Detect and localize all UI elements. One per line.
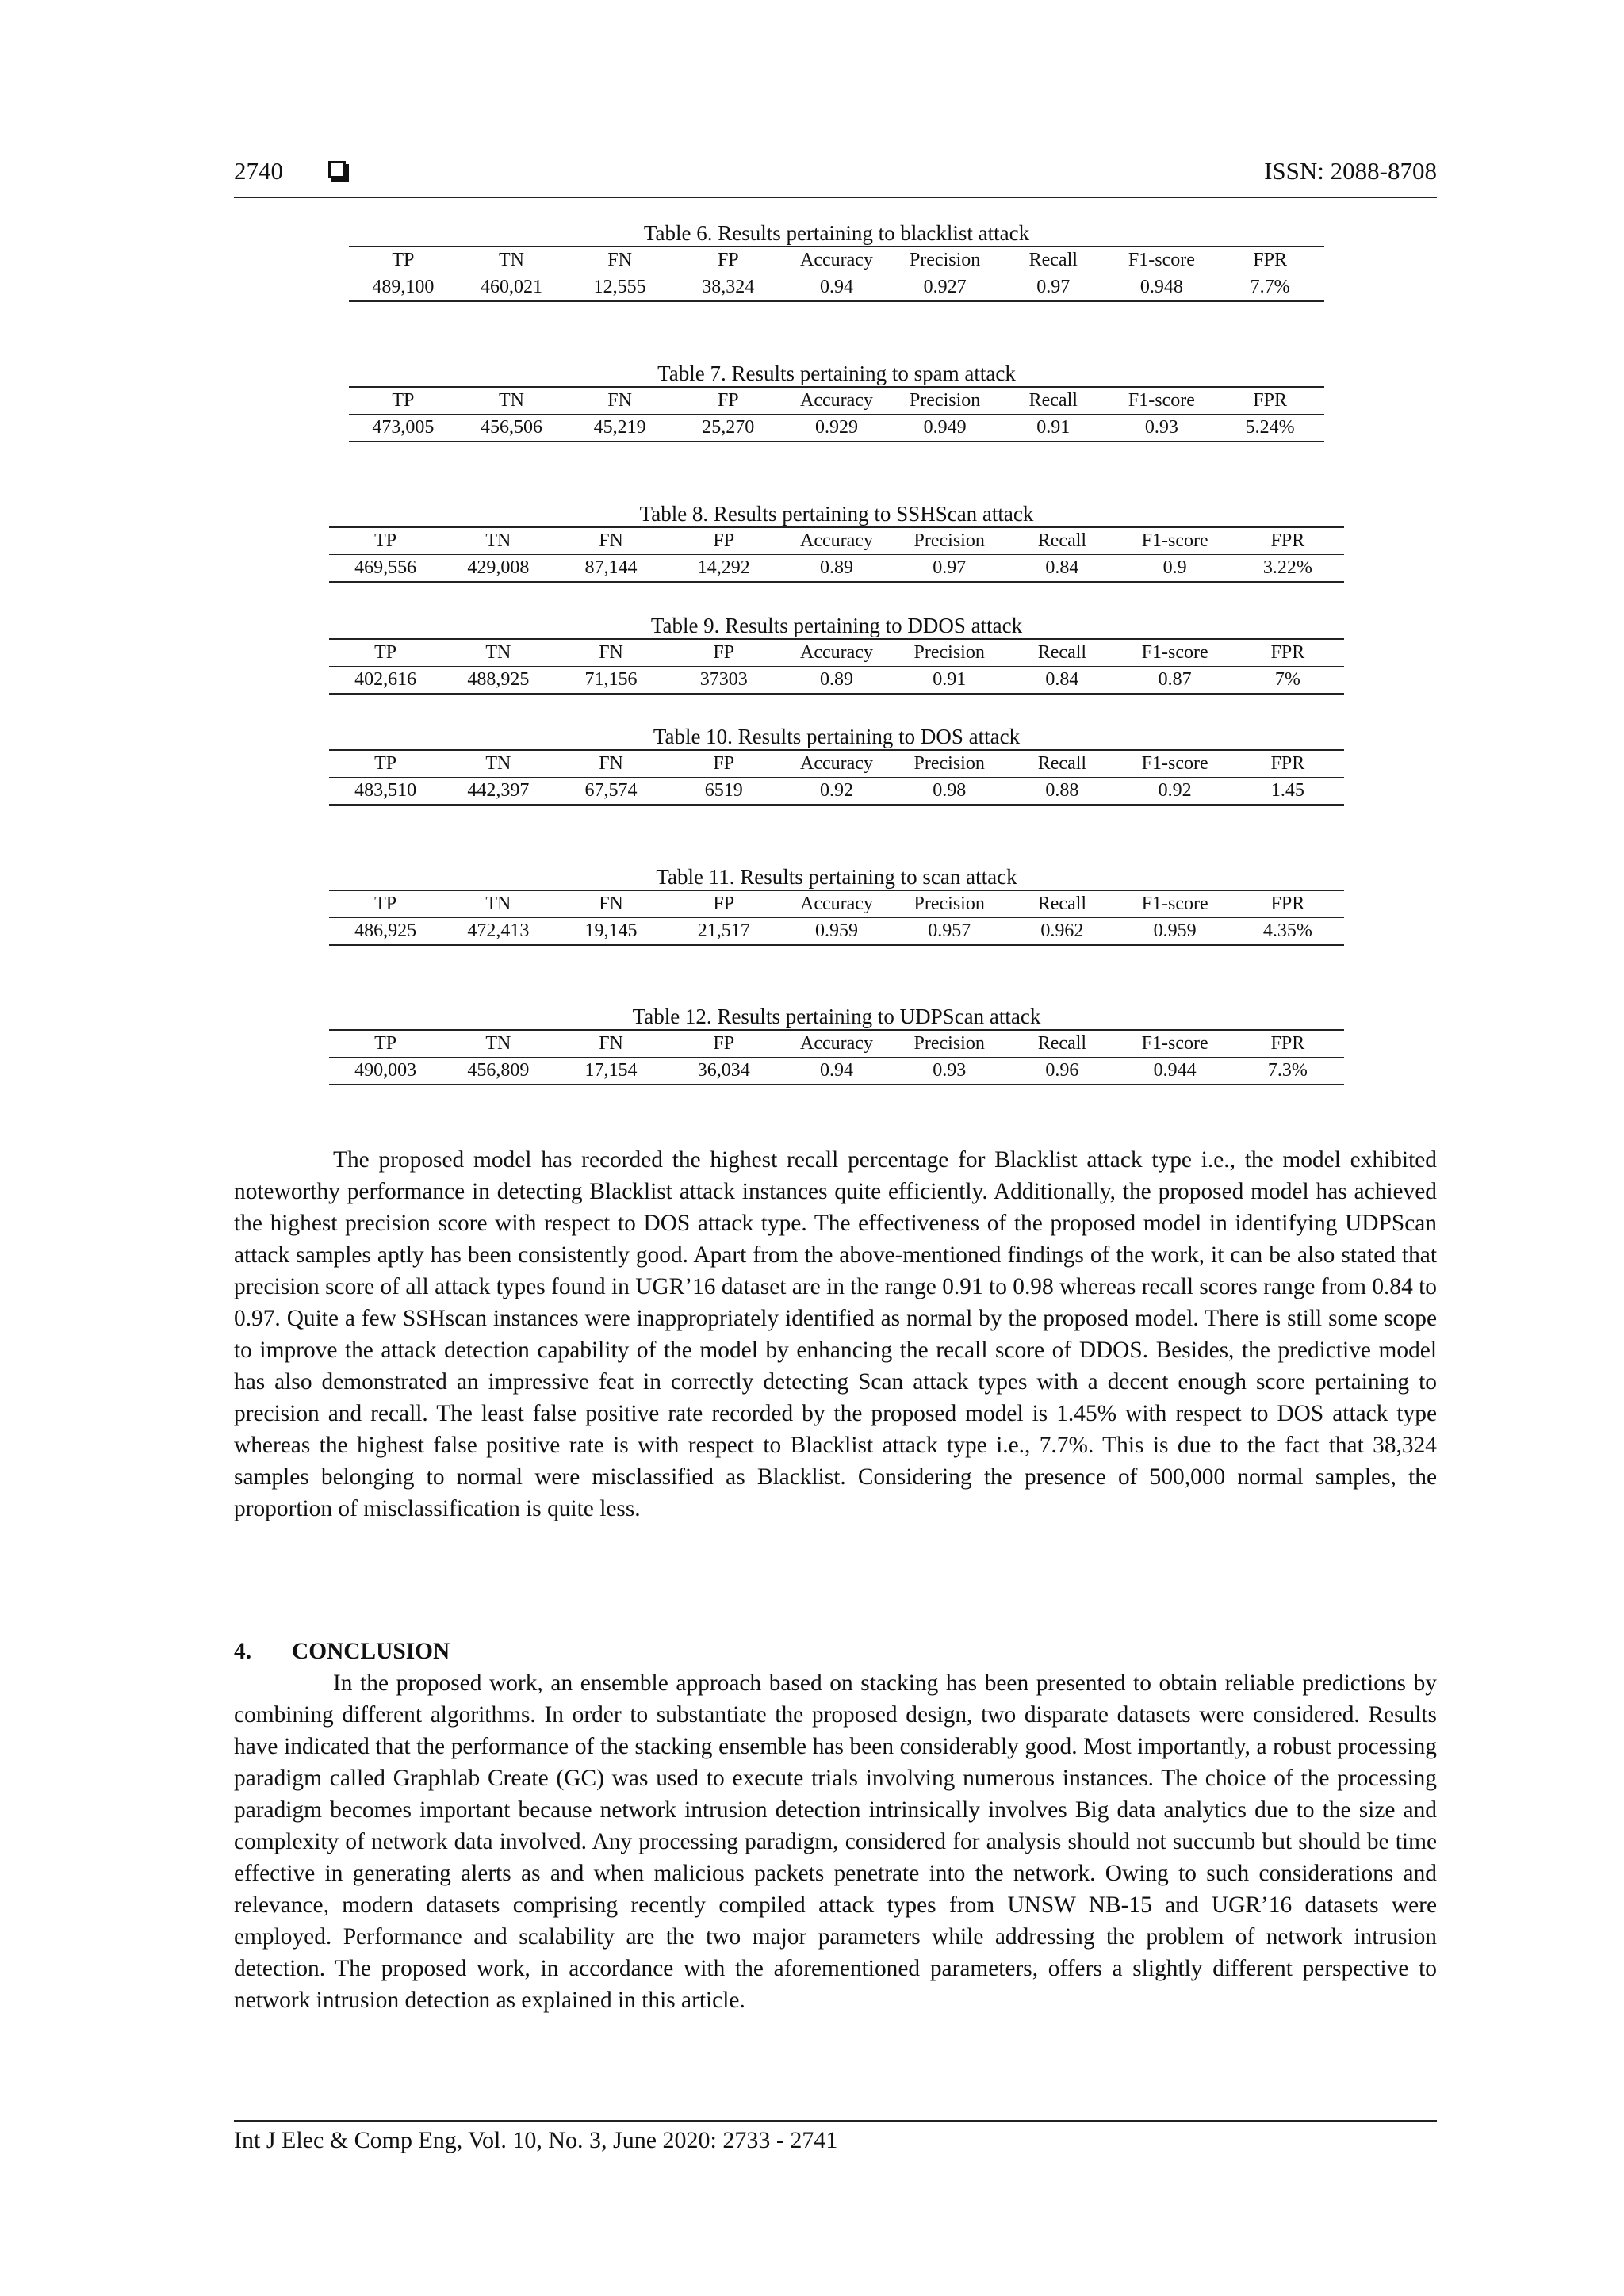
cell-tp: 473,005 [372,417,435,438]
table-row [329,555,1344,583]
col-tn: TN [485,894,511,914]
cell-tp: 486,925 [354,920,417,941]
col-precision: Precision [909,250,981,270]
cell-fn: 67,574 [584,780,638,801]
col-fn: FN [607,390,632,411]
cell-tn: 429,008 [467,557,530,578]
cell-f1-score: 0.93 [1144,417,1178,438]
cell-precision: 0.949 [923,417,967,438]
cell-accuracy: 0.89 [819,557,853,578]
col-precision: Precision [914,894,985,914]
conclusion-paragraph: In the proposed work, an ensemble approach based on stacking has been presented to obtain reliable predictions by combining different algorithms. In order to substantiate the proposed design, two disparate datasets were considered. Results have indicated that the performance of the stacking ensemble has been considerably good. Most importantly, a robust processing paradigm called Graphlab Create (GC) was used to execute trials involving numerous instances. The choice of the processing paradigm becomes important because network intrusion detection intrinsically involves Big data analytics due to the size and complexity of network data involved. Any processing paradigm, considered for analysis should not succumb but should be time effective in generating alerts as and when malicious packets penetrate into the network. Owing to such considerations and relevance, modern datasets comprising recently compiled attack types from UNSW NB-15 and UGR’16 datasets were employed. Performance and scalability are the two major parameters while addressing the problem of network intrusion detection. The proposed work, in accordance with the aforementioned parameters, offers a slightly different perspective to network intrusion detection as explained in this article. [234,1670,1437,2013]
cell-tp: 402,616 [354,669,417,690]
cell-fn: 87,144 [584,557,638,578]
table-9 [329,613,1344,695]
table-row [329,778,1344,806]
col-accuracy: Accuracy [800,1033,873,1054]
col-fn: FN [599,753,623,774]
col-fp: FP [717,390,739,411]
table-header-row [349,387,1324,415]
col-fp: FP [713,753,735,774]
cell-tn: 472,413 [467,920,530,941]
table-header-row [329,527,1344,555]
cell-accuracy: 0.929 [814,417,858,438]
col-fpr: FPR [1253,250,1287,270]
cell-fp: 6519 [704,780,743,801]
cell-fn: 45,219 [593,417,646,438]
table-caption: Table 9. Results pertaining to DDOS attack [650,614,1023,637]
cell-accuracy: 0.89 [819,669,853,690]
cell-fn: 12,555 [593,277,646,297]
col-tp: TP [374,894,397,914]
col-recall: Recall [1028,250,1078,270]
cell-fpr: 4.35% [1262,920,1312,941]
cell-f1-score: 0.948 [1139,277,1183,297]
footer-citation: Int J Elec & Comp Eng, Vol. 10, No. 3, June 2020: 2733 - 2741 [234,2127,838,2153]
cell-fpr: 7% [1274,669,1300,690]
table-header-row [329,639,1344,667]
table-caption: Table 12. Results pertaining to UDPScan attack [632,1004,1041,1028]
results-table [329,1029,1344,1085]
col-precision: Precision [914,642,985,663]
col-fn: FN [599,530,623,551]
cell-recall: 0.84 [1045,669,1079,690]
cell-f1-score: 0.87 [1158,669,1192,690]
col-accuracy: Accuracy [800,642,873,663]
table-header-row [329,1030,1344,1058]
table-caption: Table 11. Results pertaining to scan attack [656,865,1017,889]
cell-fn: 71,156 [584,669,638,690]
cell-fn: 17,154 [584,1060,638,1081]
col-fp: FP [713,530,735,551]
col-precision: Precision [909,390,981,411]
cell-recall: 0.97 [1036,277,1071,297]
col-tn: TN [485,753,511,774]
cell-fpr: 1.45 [1270,780,1304,801]
col-fpr: FPR [1270,894,1305,914]
col-f1-score: F1-score [1141,1033,1208,1054]
cell-fp: 36,034 [697,1060,750,1081]
cell-fpr: 7.7% [1250,277,1290,297]
col-f1-score: F1-score [1141,894,1208,914]
cell-recall: 0.962 [1040,920,1084,941]
cell-tn: 460,021 [480,277,542,297]
cell-tp: 489,100 [372,277,435,297]
col-tp: TP [374,1033,397,1054]
cell-recall: 0.84 [1045,557,1079,578]
cell-f1-score: 0.9 [1162,557,1187,578]
cell-fp: 25,270 [702,417,755,438]
table-caption: Table 6. Results pertaining to blacklist attack [643,221,1030,245]
results-table [329,638,1344,695]
col-precision: Precision [914,753,985,774]
col-tn: TN [498,250,524,270]
cell-precision: 0.91 [933,669,967,690]
col-fp: FP [717,250,739,270]
cell-accuracy: 0.959 [814,920,858,941]
page-header [234,157,1437,198]
col-recall: Recall [1037,530,1087,551]
col-accuracy: Accuracy [800,753,873,774]
discussion-paragraph: The proposed model has recorded the highest recall percentage for Blacklist attack type i.e., the model exhibited noteworthy performance in detecting Blacklist attack instances quite efficiently. Additionally, the proposed model has achieved the highest precision score with respect to DOS attack type. The effectiveness of the proposed model in identifying UDPScan attack samples aptly has been consistently good. Apart from the above-mentioned findings of the work, it can be also stated that precision score of all attack types found in UGR’16 dataset are in the range 0.91 to 0.98 whereas recall scores range from 0.84 to 0.97. Quite a few SSHscan instances were inappropriately identified as normal by the proposed model. There is still some scope to improve the attack detection capability of the model by enhancing the recall score of DDOS. Besides, the predictive model has also demonstrated an impressive feat in correctly detecting Scan attack types with a decent enough score pertaining to precision and recall. The least false positive rate recorded by the proposed model is 1.45% with respect to DOS attack type whereas the highest false positive rate is with respect to Blacklist attack type i.e., 7.7%. This is due to the fact that 38,324 samples belonging to normal were misclassified as Blacklist. Considering the presence of 500,000 normal samples, the proportion of misclassification is quite less. [234,1147,1437,1521]
col-tn: TN [498,390,524,411]
col-tn: TN [485,642,511,663]
cell-precision: 0.98 [933,780,967,801]
col-tn: TN [485,530,511,551]
header-box-icon [328,161,346,178]
cell-f1-score: 0.944 [1153,1060,1197,1081]
cell-precision: 0.93 [933,1060,967,1081]
cell-accuracy: 0.94 [819,1060,853,1081]
cell-tp: 469,556 [354,557,417,578]
cell-fpr: 3.22% [1262,557,1312,578]
col-tn: TN [485,1033,511,1054]
results-table [329,890,1344,946]
cell-fpr: 7.3% [1267,1060,1308,1081]
col-precision: Precision [914,1033,985,1054]
results-table [349,386,1324,442]
col-tp: TP [374,530,397,551]
issn: ISSN: 2088-8708 [1264,157,1437,185]
cell-tn: 456,506 [480,417,542,438]
cell-fpr: 5.24% [1245,417,1295,438]
col-fpr: FPR [1270,753,1305,774]
col-fn: FN [607,250,632,270]
col-f1-score: F1-score [1141,753,1208,774]
results-table [329,526,1344,583]
col-tp: TP [392,250,415,270]
table-10 [329,724,1344,806]
cell-accuracy: 0.94 [819,277,853,297]
section-heading [234,1636,450,1667]
col-f1-score: F1-score [1128,390,1195,411]
col-fn: FN [599,894,623,914]
section-title: CONCLUSION [292,1639,450,1664]
col-f1-score: F1-score [1128,250,1195,270]
cell-tp: 490,003 [354,1060,417,1081]
cell-tn: 456,809 [467,1060,530,1081]
col-fpr: FPR [1253,390,1287,411]
table-header-row [349,247,1324,274]
col-recall: Recall [1028,390,1078,411]
col-accuracy: Accuracy [800,894,873,914]
table-caption: Table 8. Results pertaining to SSHScan attack [639,502,1034,526]
table-12 [329,1004,1344,1085]
cell-recall: 0.96 [1045,1060,1079,1081]
table-row [349,415,1324,442]
cell-precision: 0.957 [928,920,971,941]
table-row [329,667,1344,695]
table-8 [329,501,1344,583]
table-11 [329,864,1344,946]
col-precision: Precision [914,530,985,551]
table-caption: Table 10. Results pertaining to DOS attack [653,725,1021,748]
cell-recall: 0.88 [1045,780,1079,801]
table-6 [349,220,1324,302]
cell-fp: 14,292 [697,557,750,578]
cell-fp: 38,324 [702,277,755,297]
col-f1-score: F1-score [1141,530,1208,551]
col-recall: Recall [1037,753,1087,774]
cell-fn: 19,145 [584,920,638,941]
cell-f1-score: 0.959 [1153,920,1197,941]
col-fp: FP [713,642,735,663]
col-recall: Recall [1037,642,1087,663]
col-accuracy: Accuracy [799,390,873,411]
col-f1-score: F1-score [1141,642,1208,663]
col-fp: FP [713,894,735,914]
cell-tn: 442,397 [467,780,530,801]
col-recall: Recall [1037,1033,1087,1054]
col-accuracy: Accuracy [799,250,873,270]
results-table [349,246,1324,302]
col-fn: FN [599,1033,623,1054]
cell-precision: 0.97 [933,557,967,578]
col-fpr: FPR [1270,642,1305,663]
page-footer [234,2120,1437,2158]
col-tp: TP [392,390,415,411]
cell-tp: 483,510 [354,780,417,801]
table-row [329,1058,1344,1085]
cell-precision: 0.927 [923,277,967,297]
table-row [329,918,1344,946]
table-7 [349,361,1324,442]
results-table [329,749,1344,806]
table-header-row [329,890,1344,918]
col-recall: Recall [1037,894,1087,914]
cell-fp: 37303 [699,669,748,690]
col-fpr: FPR [1270,530,1305,551]
col-tp: TP [374,642,397,663]
cell-recall: 0.91 [1036,417,1071,438]
section-number: 4. [234,1639,252,1664]
table-caption: Table 7. Results pertaining to spam attack [657,362,1016,385]
col-fp: FP [713,1033,735,1054]
col-fn: FN [599,642,623,663]
cell-f1-score: 0.92 [1158,780,1192,801]
cell-fp: 21,517 [697,920,750,941]
col-fpr: FPR [1270,1033,1305,1054]
col-tp: TP [374,753,397,774]
cell-accuracy: 0.92 [819,780,853,801]
page-number: 2740 [234,157,283,185]
table-header-row [329,750,1344,778]
col-accuracy: Accuracy [800,530,873,551]
table-row [349,274,1324,302]
cell-tn: 488,925 [467,669,530,690]
